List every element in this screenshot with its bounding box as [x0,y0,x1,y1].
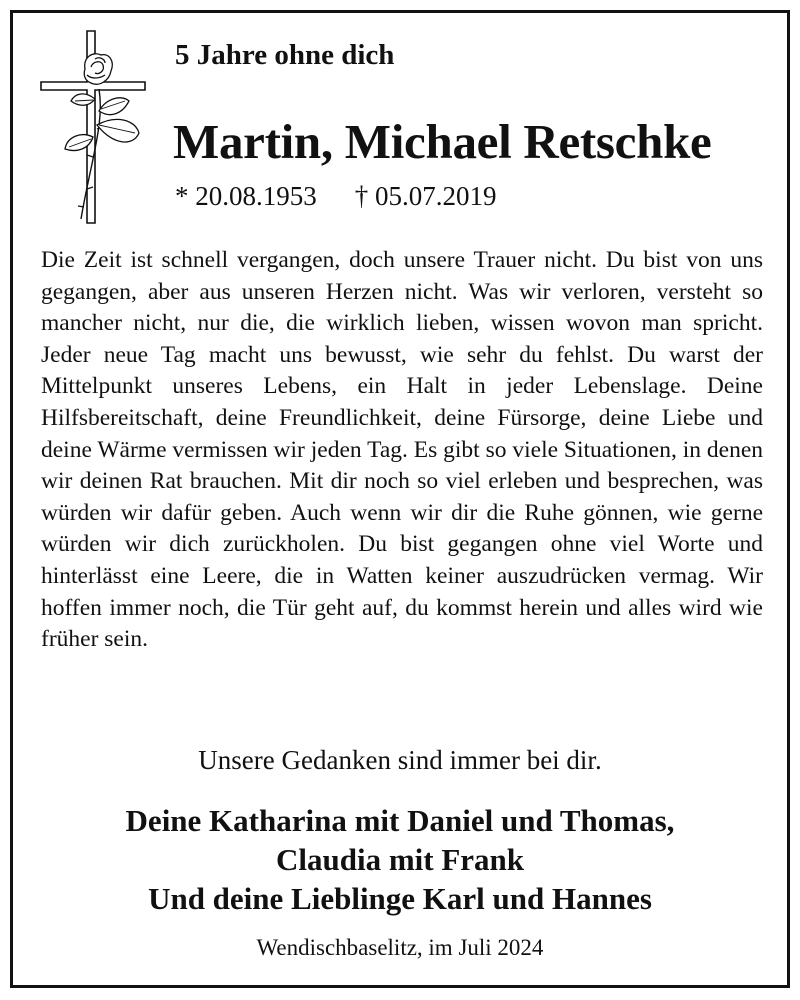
family-line: Und deine Lieblinge Karl und Hannes [148,881,652,916]
anniversary-heading: 5 Jahre ohne dich [175,39,395,71]
family-signatures [13,801,787,918]
life-dates [175,181,497,212]
closing-line: Unsere Gedanken sind immer bei dir. [198,745,602,775]
birth-date: * 20.08.1953 [175,181,317,211]
family-line: Deine Katharina mit Daniel und Thomas, [125,803,675,838]
place-and-date: Wendischbaselitz, im Juli 2024 [256,935,544,960]
cross-with-rose-icon [37,29,149,225]
memorial-text: Die Zeit ist schnell vergangen, doch unsere Trauer nicht. Du bist von uns gegangen, aber aus unseren Herzen nicht. Was wir verloren, versteht so mancher nicht, nur die, die wirklich lieben, wissen wovon man spricht. Jeder neue Tag macht uns bewusst, wie sehr du fehlst. Du warst der Mittelpunkt unseres Lebens, ein Halt in jeder Lebenslage. Deine Hilfsbereitschaft, deine Freundlichkeit, deine Fürsorge, deine Liebe und deine Wärme vermissen wir jeden Tag. Es gibt so viele Situationen, in denen wir deinen Rat brauchen. Mit dir noch so viel erleben und besprechen, was würden wir dafür geben. Auch wenn wir dir die Ruhe gönnen, wie gerne würden wir dich zurückholen. Du bist gegangen ohne viel Worte und hinterlässt eine Leere, die in Watten keiner auszudrücken vermag. Wir hoffen immer noch, die Tür geht auf, du kommst herein und alles wird wie früher sein. [41,247,763,653]
obituary-frame [10,10,790,988]
family-line: Claudia mit Frank [275,842,525,877]
death-date: † 05.07.2019 [354,181,497,211]
deceased-name: Martin, Michael Retschke [173,114,712,169]
